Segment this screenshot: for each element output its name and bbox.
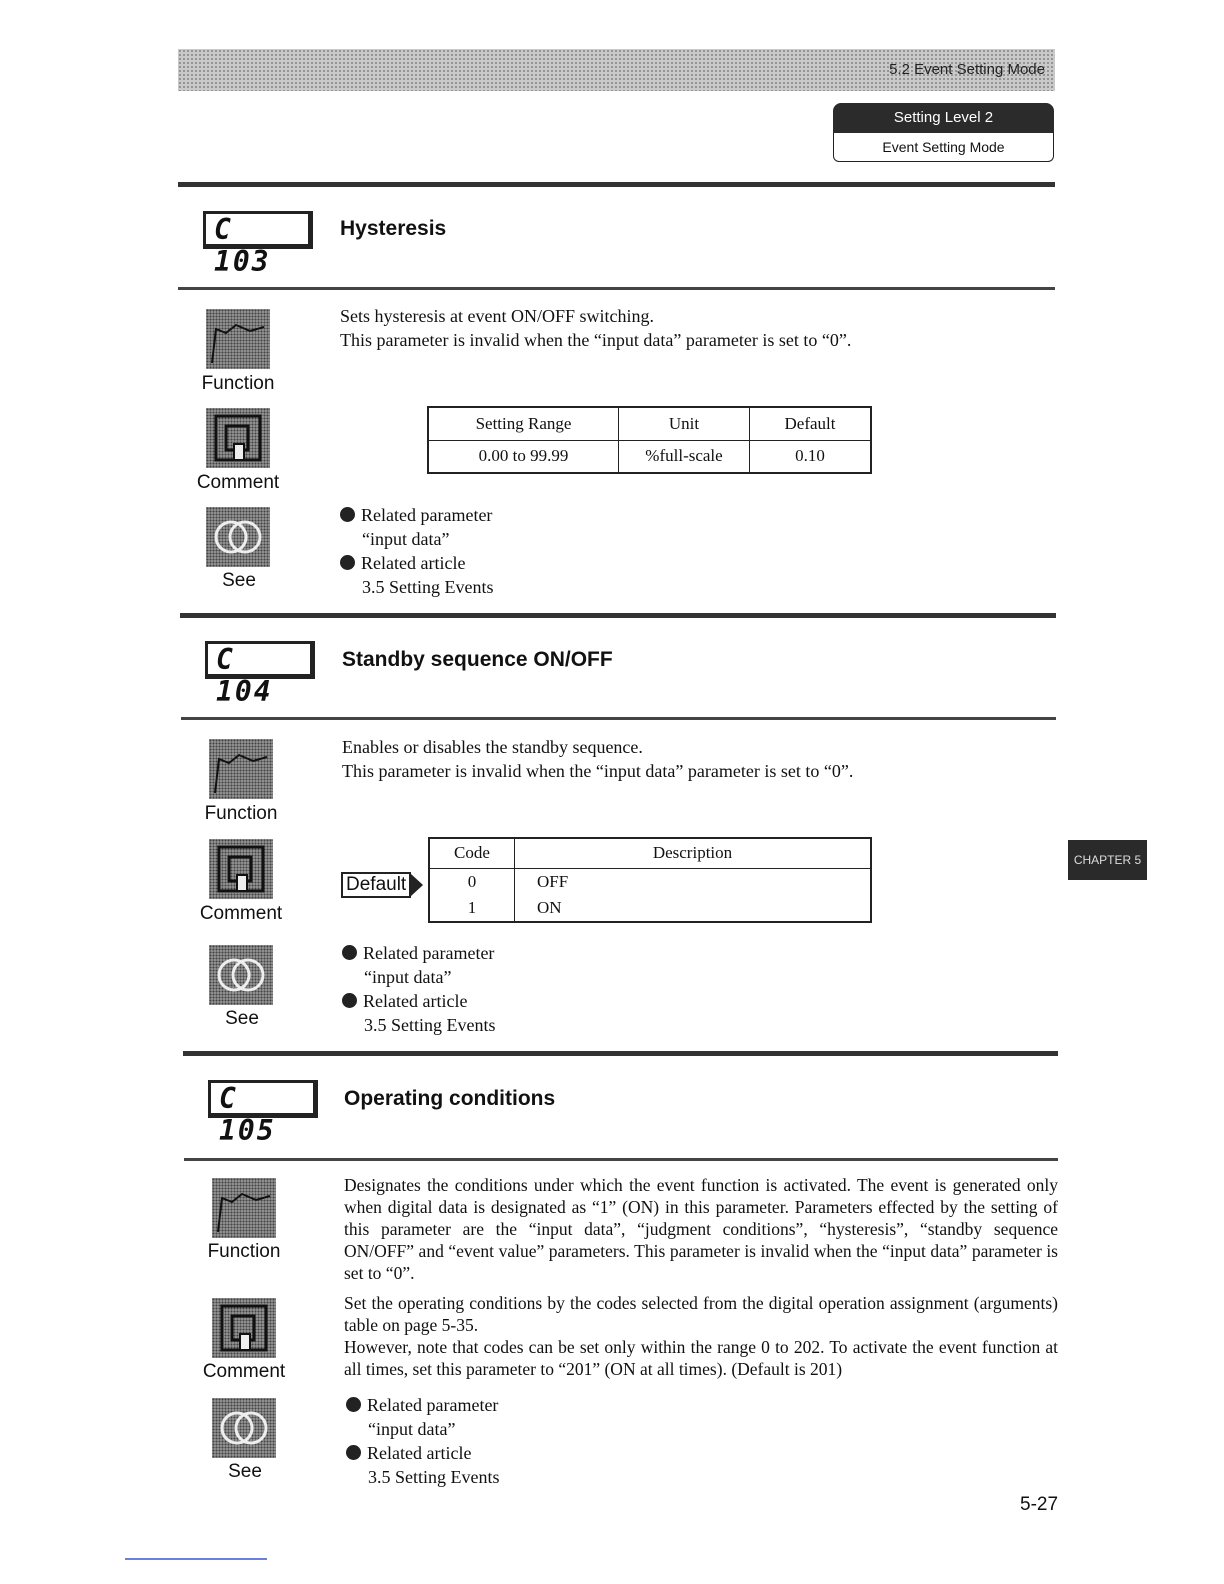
function-icon <box>209 739 273 799</box>
chapter-tab: CHAPTER 5 <box>1068 840 1147 880</box>
table-cell-code: 0 <box>429 868 515 895</box>
comment-label: Comment <box>199 903 283 924</box>
parameter-code-box <box>208 1080 318 1147</box>
table-cell: %full-scale <box>619 440 750 473</box>
description-line: Sets hysteresis at event ON/OFF switching. <box>340 306 654 326</box>
bullet-icon <box>346 1445 361 1460</box>
table-header: Code <box>429 838 515 868</box>
comment-label: Comment <box>196 472 280 493</box>
setting-range-table <box>427 406 872 474</box>
description-paragraph: However, note that codes can be set only within the range 0 to 202. To activate the event function at all times, set this parameter to “201” (ON at all times). (Default is 201) <box>344 1337 1058 1379</box>
section-title: Hysteresis <box>340 217 447 240</box>
related-article-label: Related article <box>361 553 466 573</box>
title-rule <box>178 287 1055 290</box>
default-marker <box>341 872 423 898</box>
table-cell-code: 1 <box>429 895 515 922</box>
title-rule <box>181 717 1056 720</box>
bullet-icon <box>342 945 357 960</box>
default-arrow-icon <box>411 874 423 896</box>
function-label: Function <box>201 373 275 394</box>
see-icon <box>212 1398 276 1458</box>
related-info <box>342 941 496 1037</box>
see-icon <box>206 507 270 567</box>
function-label: Function <box>207 1241 281 1262</box>
bullet-icon <box>340 507 355 522</box>
setting-level-box <box>833 103 1054 163</box>
bullet-icon <box>342 993 357 1008</box>
related-parameter-value: “input data” <box>368 1419 456 1439</box>
related-parameter-value: “input data” <box>362 529 450 549</box>
table-cell: 0.00 to 99.99 <box>428 440 619 473</box>
bullet-icon <box>340 555 355 570</box>
table-header: Description <box>515 838 872 868</box>
description-line: This parameter is invalid when the “input data” parameter is set to “0”. <box>340 330 852 350</box>
section-divider <box>178 182 1055 187</box>
header-band <box>178 49 1055 91</box>
function-icon <box>206 309 270 369</box>
comment-icon <box>212 1298 276 1358</box>
header-section-title: 5.2 Event Setting Mode <box>889 61 1045 78</box>
section-description <box>342 735 1057 783</box>
page-number: 5-27 <box>1020 1494 1059 1515</box>
setting-mode-label: Event Setting Mode <box>833 133 1054 162</box>
description-line: Enables or disables the standby sequence. <box>342 737 643 757</box>
title-rule <box>184 1158 1058 1161</box>
related-article-value: 3.5 Setting Events <box>368 1467 500 1487</box>
parameter-code: C 105 <box>219 1082 276 1147</box>
table-cell-description: OFF <box>515 868 872 895</box>
comment-label: Comment <box>202 1361 286 1382</box>
section-title: Standby sequence ON/OFF <box>342 648 613 671</box>
related-parameter-label: Related parameter <box>361 505 493 525</box>
see-label: See <box>222 570 256 591</box>
table-cell-description: ON <box>515 895 872 922</box>
related-article-value: 3.5 Setting Events <box>364 1015 496 1035</box>
see-icon <box>209 945 273 1005</box>
related-info <box>346 1393 500 1489</box>
description-paragraph: Designates the conditions under which the event function is activated. The event is generated only when digital data is designated as “1” (ON) in this parameter. Parameters effected by the setting of this parameter are the “input data”, “judgment conditions”, “hysteresis”, “standby sequence ON/OFF” and “event value” parameters. This parameter is invalid when the “input data” parameter is set to “0”. <box>344 1175 1058 1283</box>
default-tag: Default <box>341 872 411 898</box>
related-info <box>340 503 494 599</box>
related-parameter-label: Related parameter <box>363 943 495 963</box>
table-header: Unit <box>619 407 750 440</box>
description-line: This parameter is invalid when the “input data” parameter is set to “0”. <box>342 761 854 781</box>
parameter-code: C 103 <box>214 213 271 278</box>
related-article-label: Related article <box>367 1443 472 1463</box>
related-parameter-label: Related parameter <box>367 1395 499 1415</box>
section-title: Operating conditions <box>344 1087 556 1110</box>
code-description-table <box>428 837 872 923</box>
parameter-code-box <box>205 641 315 708</box>
footer-line <box>125 1558 267 1560</box>
table-cell: 0.10 <box>750 440 872 473</box>
description-paragraph: Set the operating conditions by the codes selected from the digital operation assignment (arguments) table on page 5-35. <box>344 1293 1058 1335</box>
setting-level-label: Setting Level 2 <box>833 103 1054 133</box>
function-label: Function <box>204 803 278 824</box>
bullet-icon <box>346 1397 361 1412</box>
parameter-code-box <box>203 211 313 278</box>
related-article-label: Related article <box>363 991 468 1011</box>
related-parameter-value: “input data” <box>364 967 452 987</box>
table-header: Default <box>750 407 872 440</box>
related-article-value: 3.5 Setting Events <box>362 577 494 597</box>
see-label: See <box>228 1461 262 1482</box>
section-divider <box>183 1051 1058 1056</box>
see-label: See <box>225 1008 259 1029</box>
parameter-code: C 104 <box>216 643 273 708</box>
section-divider <box>180 613 1056 618</box>
function-icon <box>212 1178 276 1238</box>
table-header: Setting Range <box>428 407 619 440</box>
comment-icon <box>206 408 270 468</box>
section-description <box>340 304 1055 352</box>
comment-icon <box>209 839 273 899</box>
section-description <box>344 1174 1058 1380</box>
